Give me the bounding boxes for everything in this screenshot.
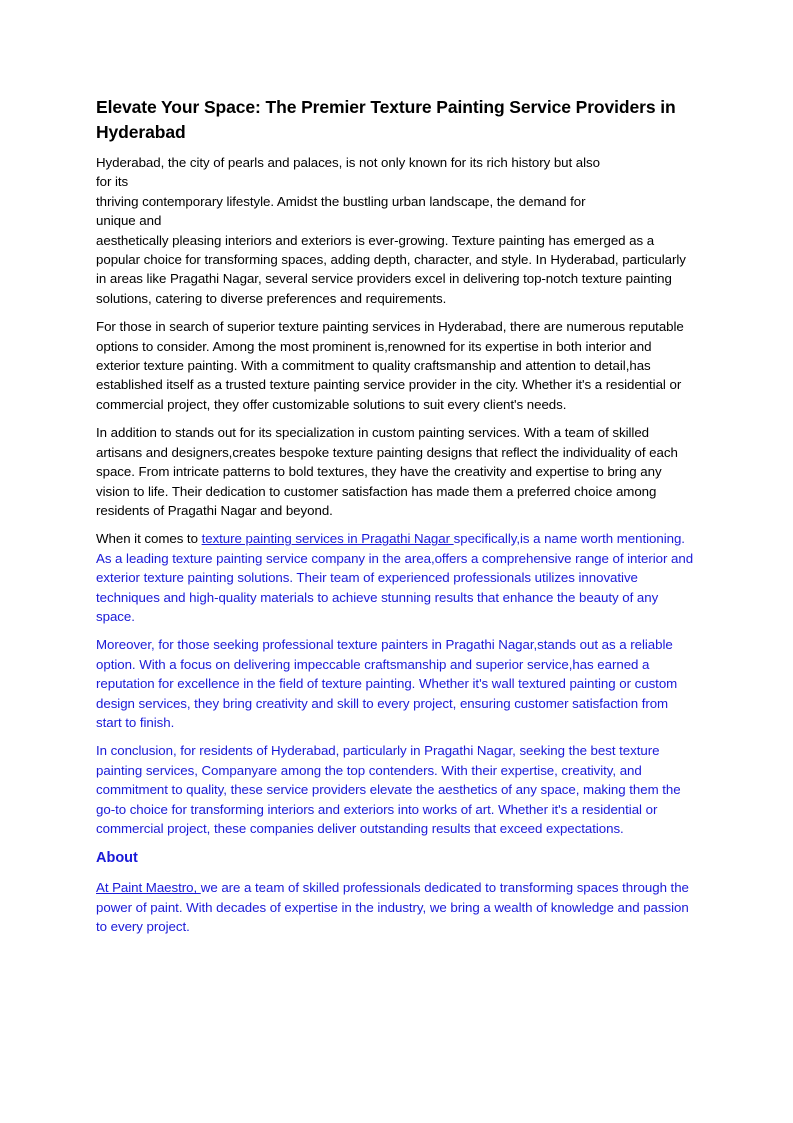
intro-line-3: thriving contemporary lifestyle. Amidst the bustling urban landscape, the demand for (96, 193, 586, 209)
about-paragraph (96, 878, 696, 936)
pragathi-lead-text: When it comes to (96, 531, 202, 547)
intro-line-2: for its (96, 174, 129, 190)
providers-paragraph: For those in search of superior texture painting services in Hyderabad, there are numerous reputable options to consider. Among the most prominent is,renowned for its expertise in both interior and exterior texture painting. With a commitment to quality craftsmanship and attention to detail,has established itself as a trusted texture painting service provider in the city. Whether it's a residential or commercial project, they offer customizable solutions to suit every client's needs. (96, 319, 684, 412)
professional-painters-paragraph: Moreover, for those seeking professional texture painters in Pragathi Nagar,stands out as a reliable option. With a focus on delivering impeccable craftsmanship and superior service,has earned a reputation for excellence in the field of texture painting. Whether it's wall textured painting or custom design services, they bring creativity and skill to every project, ensuring customer satisfaction from start to finish. (96, 637, 678, 730)
about-heading: About (96, 850, 138, 867)
about-rest-text: we are a team of skilled professionals dedicated to transforming spaces through the power of paint. With decades of expertise in the industry, we bring a wealth of knowledge and passion to every project. (96, 880, 689, 935)
paint-maestro-link[interactable]: At Paint Maestro, (96, 880, 201, 896)
intro-line-4: unique and (96, 213, 162, 229)
custom-painting-paragraph: In addition to stands out for its specialization in custom painting services. With a team of skilled artisans and designers,creates bespoke texture painting designs that reflect the individuality of each space. From intricate patterns to bold textures, they have the creativity and expertise to bring any vision to life. Their dedication to customer satisfaction has made them a preferred choice among residents of Pragathi Nagar and beyond. (96, 425, 678, 518)
intro-rest: aesthetically pleasing interiors and exteriors is ever-growing. Texture painting has emerged as a popular choice for transforming spaces, adding depth, character, and style. In Hyderabad, particularly in areas like Pragathi Nagar, several service providers excel in delivering top-notch texture painting solutions, catering to diverse preferences and requirements. (96, 232, 686, 306)
pragathi-rest-text: specifically,is a name worth mentioning. As a leading texture painting service company in the area,offers a comprehensive range of interior and exterior texture painting solutions. Their team of experienced professionals utilizes innovative techniques and high-quality materials to achieve stunning results that enhance the beauty of any space. (96, 531, 694, 624)
conclusion-paragraph: In conclusion, for residents of Hyderabad, particularly in Pragathi Nagar, seeking the best texture painting services, Companyare among the top contenders. With their expertise, creativity, and commitment to quality, these service providers elevate the aesthetics of any space, making them the go-to choice for transforming interiors and exteriors into works of art. Whether it's a residential or commercial project, these companies deliver outstanding results that exceed expectations. (96, 743, 681, 836)
document-page (96, 95, 696, 946)
texture-painting-services-link[interactable]: texture painting services in Pragathi Nagar (201, 531, 454, 547)
intro-paragraph (96, 153, 696, 308)
intro-line-1: Hyderabad, the city of pearls and palaces, is not only known for its rich history but also (96, 155, 600, 170)
pragathi-nagar-paragraph (96, 529, 696, 626)
document-title: Elevate Your Space: The Premier Texture Painting Service Providers in Hyderabad (96, 97, 676, 142)
